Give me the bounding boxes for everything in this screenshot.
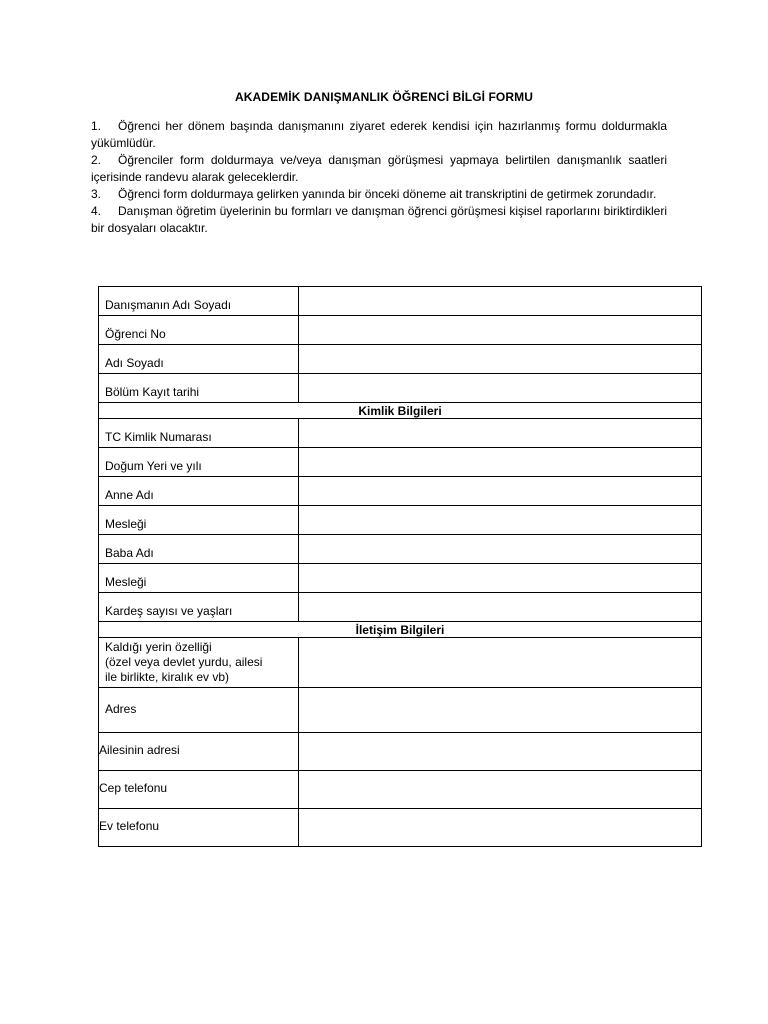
instructions-list [91,118,667,237]
mobile-phone-field[interactable] [299,771,702,809]
form-row [99,287,702,316]
form-row [99,374,702,403]
family-address-label: Ailesinin adresi [99,733,299,771]
instruction-number: 1. [91,119,102,133]
section-header-row [99,403,702,419]
identity-section-header: Kimlik Bilgileri [99,403,702,419]
father-name-field[interactable] [299,535,702,564]
form-row [99,535,702,564]
address-field[interactable] [299,688,702,733]
instruction-item [91,186,667,203]
enrollment-date-label: Bölüm Kayıt tarihi [99,374,299,403]
address-label: Adres [99,688,299,733]
father-occupation-label: Mesleği [99,564,299,593]
student-number-label: Öğrenci No [99,316,299,345]
form-row [99,593,702,622]
residence-type-label [99,638,299,688]
student-name-field[interactable] [299,345,702,374]
tc-id-label: TC Kimlik Numarası [99,419,299,448]
instruction-text: Danışman öğretim üyelerinin bu formları ve danışman öğrenci görüşmesi kişisel raporlarını biriktirdikleri bir dosyaları olacaktır. [91,204,667,235]
mother-occupation-label: Mesleği [99,506,299,535]
student-number-field[interactable] [299,316,702,345]
residence-type-label-line: (özel veya devlet yurdu, ailesi [105,655,263,669]
birthplace-year-field[interactable] [299,448,702,477]
siblings-label: Kardeş sayısı ve yaşları [99,593,299,622]
form-row [99,771,702,809]
form-row [99,506,702,535]
mother-name-field[interactable] [299,477,702,506]
form-row [99,564,702,593]
instruction-text: Öğrenciler form doldurmaya ve/veya danışman görüşmesi yapmaya belirtilen danışmanlık saatleri içerisinde randevu alarak geleceklerdir. [91,153,667,184]
student-info-form-table [98,286,702,847]
form-row [99,316,702,345]
form-row [99,733,702,771]
instruction-item [91,152,667,186]
instruction-text: Öğrenci her dönem başında danışmanını ziyaret ederek kendisi için hazırlanmış formu doldurmakla yükümlüdür. [91,119,667,150]
instruction-item [91,203,667,237]
form-row [99,448,702,477]
father-occupation-field[interactable] [299,564,702,593]
form-row [99,638,702,688]
instruction-number: 4. [91,204,102,218]
enrollment-date-field[interactable] [299,374,702,403]
student-name-label: Adı Soyadı [99,345,299,374]
page-title: AKADEMİK DANIŞMANLIK ÖĞRENCİ BİLGİ FORMU [235,90,533,104]
tc-id-field[interactable] [299,419,702,448]
form-row [99,419,702,448]
instruction-text: Öğrenci form doldurmaya gelirken yanında bir önceki döneme ait transkriptini de getirmek zorundadır. [118,187,657,201]
mobile-phone-label: Cep telefonu [99,771,299,809]
residence-type-label-line: Kaldığı yerin özelliği [105,640,212,654]
form-row [99,809,702,847]
residence-type-label-line: ile birlikte, kiralık ev vb) [105,670,230,684]
residence-type-field[interactable] [299,638,702,688]
home-phone-field[interactable] [299,809,702,847]
mother-name-label: Anne Adı [99,477,299,506]
family-address-field[interactable] [299,733,702,771]
birthplace-year-label: Doğum Yeri ve yılı [99,448,299,477]
instruction-number: 2. [91,153,102,167]
father-name-label: Baba Adı [99,535,299,564]
instruction-item [91,118,667,152]
advisor-name-label: Danışmanın Adı Soyadı [99,287,299,316]
section-header-row [99,622,702,638]
siblings-field[interactable] [299,593,702,622]
contact-section-header: İletişim Bilgileri [99,622,702,638]
instruction-number: 3. [91,187,102,201]
form-row [99,688,702,733]
home-phone-label: Ev telefonu [99,809,299,847]
mother-occupation-field[interactable] [299,506,702,535]
advisor-name-field[interactable] [299,287,702,316]
form-row [99,345,702,374]
form-row [99,477,702,506]
